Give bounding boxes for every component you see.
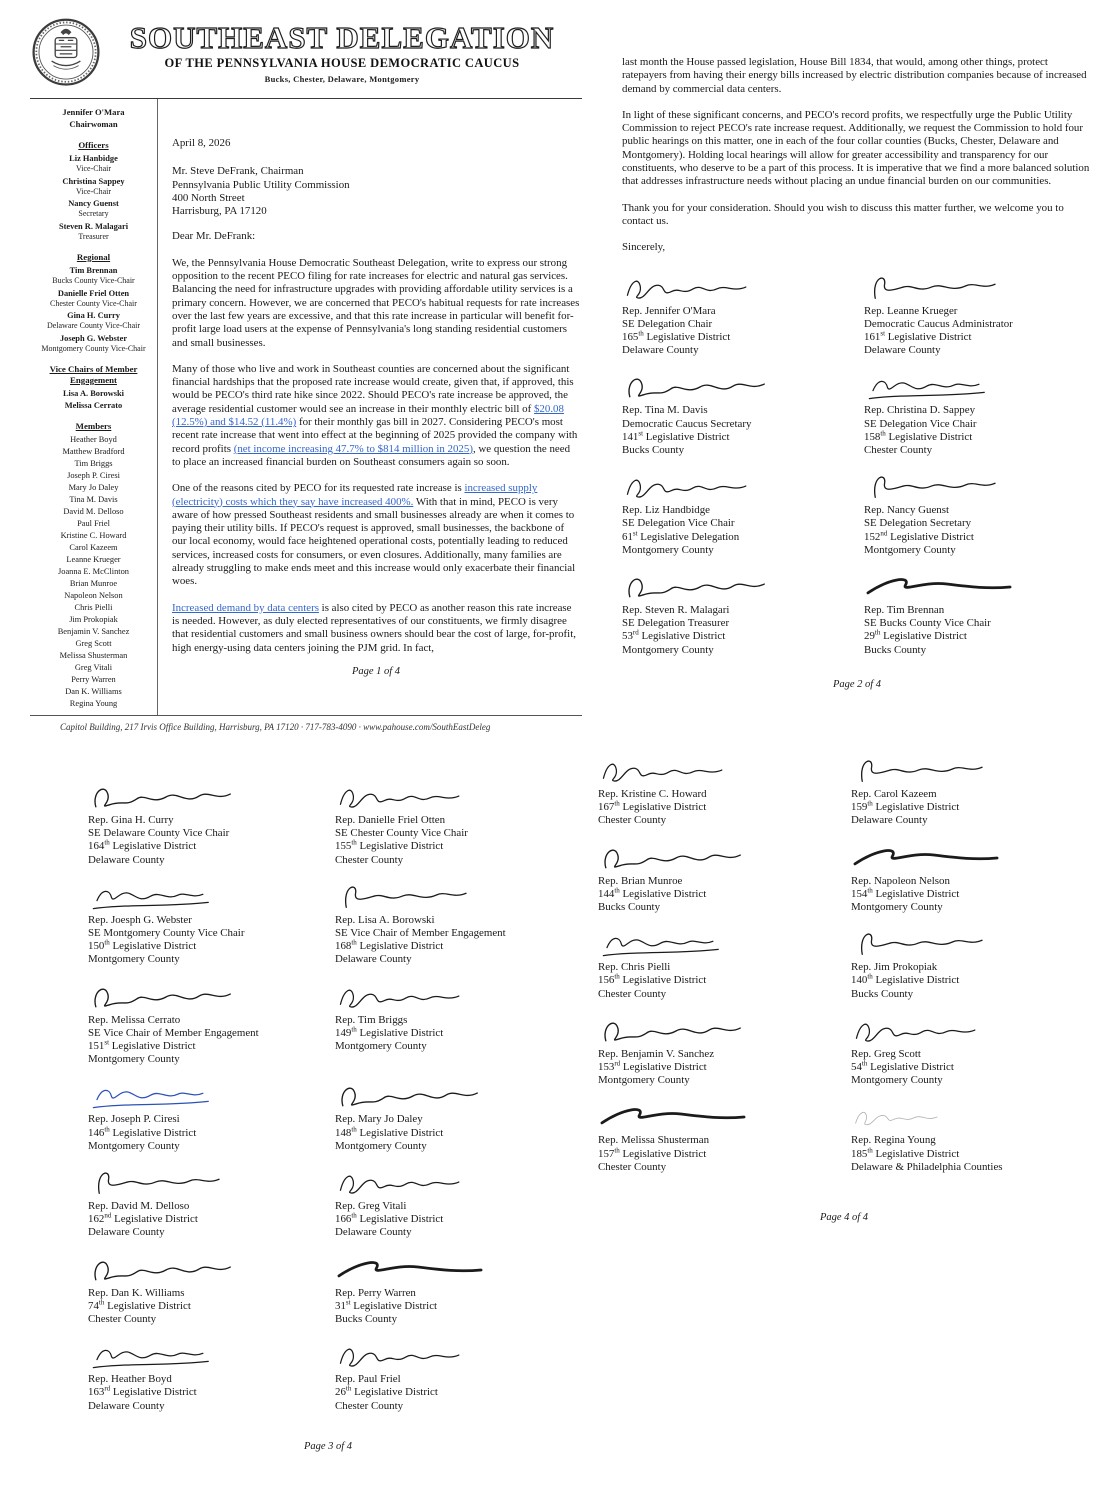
page-marker: Page 4 of 4	[819, 1212, 869, 1224]
signer-name: Rep. Perry Warren	[335, 1286, 416, 1299]
letter-page-4	[598, 752, 1090, 1224]
letter-page-2	[622, 56, 1092, 691]
signer-details	[88, 827, 321, 867]
sidebar-member: Tina M. Davis	[69, 495, 118, 504]
signer-name: Rep. Greg Vitali	[335, 1200, 407, 1213]
page-marker: Page 1 of 4	[351, 665, 401, 677]
signature-image	[335, 1251, 568, 1287]
sidebar-member: Tim Briggs	[74, 459, 113, 468]
letterhead	[30, 16, 582, 99]
address-line: Mr. Steve DeFrank, Chairman	[172, 165, 304, 178]
signer-details	[598, 888, 837, 914]
signer-details	[598, 801, 837, 827]
sidebar-member: Regina Young	[69, 699, 118, 708]
signature-image	[598, 839, 837, 875]
signer-detail-line: Montgomery County	[851, 901, 943, 914]
signer-name: Rep. Paul Friel	[335, 1373, 401, 1386]
signer-detail-line: 144th Legislative District	[598, 886, 707, 900]
signature-image	[598, 925, 837, 961]
signer-name: Rep. Dan K. Williams	[88, 1286, 185, 1299]
signer-block	[851, 839, 1090, 915]
signature-image	[864, 468, 1092, 504]
signer-detail-line: Delaware County	[88, 853, 165, 866]
signer-details	[335, 927, 568, 967]
signer-detail-line: Delaware County	[851, 814, 928, 827]
signer-detail-line: 157th Legislative District	[598, 1146, 707, 1160]
signer-details	[88, 1127, 321, 1153]
recipient-address	[172, 165, 580, 218]
signer-detail-line: Chester County	[335, 1399, 404, 1412]
inline-link[interactable]: increased supply (electricity) costs which they say have increased 400%.	[172, 482, 538, 508]
signer-name: Rep. Joesph G. Webster	[88, 913, 192, 926]
signer-detail-line: 53rd Legislative District	[622, 628, 726, 643]
inline-link[interactable]: Increased demand by data centers	[172, 601, 319, 614]
signature-image	[851, 839, 1090, 875]
signer-detail-line: 156th Legislative District	[598, 972, 707, 987]
signer-name: Rep. Carol Kazeem	[851, 788, 937, 800]
signer-detail-line: SE Bucks County Vice Chair	[864, 617, 991, 630]
signer-details	[88, 927, 321, 967]
sidebar-member: Tim Brennan Bucks County Vice-Chair	[52, 266, 135, 285]
sidebar-chair-title: Chairwoman	[69, 118, 118, 129]
pa-house-seal-icon	[30, 16, 102, 90]
signer-detail-line: 159th Legislative District	[851, 799, 960, 814]
sidebar-section-entries	[30, 434, 157, 709]
letter-paragraph: Increased demand by data centers is also cited by PECO as another reason this rate increase is needed. However, as duly elected representatives of our constituents, we firmly disagree that residential customers and small business owners should bear the cost of large, for-profit, high energy-using data centers joining the PJM grid. In fact,	[172, 601, 576, 654]
letter-body	[158, 99, 582, 715]
page-marker: Page 2 of 4	[832, 678, 882, 690]
signer-details	[88, 1386, 321, 1412]
signer-detail-line: 185th Legislative District	[851, 1146, 960, 1160]
sidebar-section-entries	[30, 265, 157, 354]
signer-block	[335, 778, 568, 867]
signer-block	[851, 925, 1090, 1001]
sidebar-member: Jim Prokopiak	[69, 615, 118, 624]
signer-detail-line: SE Chester County Vice Chair	[335, 827, 468, 840]
signer-details	[864, 517, 1092, 557]
signer-detail-line: Delaware County	[864, 344, 941, 357]
signer-detail-line: 148th Legislative District	[335, 1125, 444, 1139]
signer-detail-line: SE Montgomery County Vice Chair	[88, 927, 245, 940]
signer-detail-line: SE Vice Chair of Member Engagement	[335, 927, 506, 940]
letter-date: April 8, 2026	[172, 137, 231, 149]
signer-details	[335, 1127, 568, 1153]
signer-block	[335, 978, 568, 1067]
signer-block	[335, 1164, 568, 1240]
letterhead-counties: Bucks, Chester, Delaware, Montgomery	[264, 74, 420, 84]
signer-block	[622, 368, 850, 457]
sidebar-section	[30, 140, 157, 242]
address-line: 400 North Street	[172, 191, 245, 204]
signer-block	[88, 1164, 321, 1240]
signer-detail-line: Montgomery County	[335, 1040, 427, 1053]
signer-name: Rep. David M. Delloso	[88, 1200, 190, 1213]
sidebar-member: Melissa Shusterman	[59, 651, 128, 660]
signer-detail-line: 31st Legislative District	[335, 1298, 438, 1312]
signer-details	[335, 1027, 568, 1053]
signature-image	[335, 1337, 568, 1373]
letter-paragraph: Many of those who live and work in Southeast counties are concerned about the significant financial hardships that the proposed rate increase would create, given that, if approved, this would be PECO's third rate hike since 2022. Should PECO's rate increase be approved, the average residential customer would see an increase in their monthly electric bill of $20.08 (12.5%) and $14.52 (11.4%) for their monthly gas bill in 2027. Considering PECO's most recent rate increase that went into effect at the beginning of 2025 provided the company with record profits (net income increasing 47.7% to $814 million in 2025), we question the need to place an increased financial burden on Southeast consumers again so soon.	[172, 362, 578, 468]
signer-name: Rep. Regina Young	[851, 1134, 936, 1147]
signer-detail-line: 151st Legislative District	[88, 1038, 196, 1053]
signer-detail-line: SE Vice Chair of Member Engagement	[88, 1026, 259, 1039]
signer-details	[864, 418, 1092, 458]
signer-detail-line: Montgomery County	[864, 543, 956, 556]
signature-image	[88, 978, 321, 1014]
signer-details	[88, 1213, 321, 1239]
signature-image	[864, 368, 1092, 404]
signature-image	[335, 778, 568, 814]
sidebar-chair-name: Jennifer O'Mara	[62, 107, 125, 117]
signer-block	[851, 752, 1090, 828]
signer-name: Rep. Jim Prokopiak	[851, 961, 938, 974]
inline-link[interactable]: $20.08 (12.5%) and $14.52 (11.4%)	[172, 402, 564, 429]
signer-detail-line: 29th Legislative District	[864, 628, 967, 643]
signer-details	[622, 318, 850, 358]
signer-block	[88, 1077, 321, 1153]
sidebar-member: Dan K. Williams	[65, 687, 122, 696]
sidebar-member: Liz Hanbidge Vice-Chair	[69, 154, 118, 173]
signer-detail-line: Montgomery County	[88, 1139, 180, 1152]
signer-block	[88, 878, 321, 967]
sidebar-member: Joseph G. Webster Montgomery County Vice-Chair	[41, 333, 146, 353]
sidebar-member: Danielle Friel Otten Chester County Vice-Chair	[50, 288, 137, 308]
signer-name: Rep. Liz Handbidge	[622, 504, 711, 517]
signer-name: Rep. Danielle Friel Otten	[335, 814, 446, 826]
signature-image	[864, 269, 1092, 305]
sidebar-member: Greg Scott	[75, 639, 112, 648]
signature-image	[622, 568, 850, 604]
signer-details	[335, 1300, 568, 1326]
signature-image	[622, 368, 850, 404]
sidebar-section	[30, 252, 157, 354]
sidebar-member: David M. Delloso	[63, 507, 124, 516]
signer-detail-line: Chester County	[598, 814, 667, 827]
sidebar-member: Napoleon Nelson	[64, 591, 123, 600]
signer-detail-line: 166th Legislative District	[335, 1211, 444, 1226]
signature-image	[598, 1098, 837, 1134]
inline-link[interactable]: (net income increasing 47.7% to $814 million in 2025)	[233, 442, 473, 455]
signature-image	[88, 1337, 321, 1373]
signer-details	[88, 1300, 321, 1326]
signature-image	[851, 752, 1090, 788]
signer-detail-line: 61st Legislative Delegation	[622, 528, 740, 543]
sidebar-member: Mary Jo Daley	[68, 483, 119, 492]
signer-detail-line: Delaware County	[88, 1399, 165, 1412]
signer-name: Rep. Lisa A. Borowski	[335, 913, 435, 926]
signer-name: Rep. Nancy Guenst	[864, 504, 949, 517]
letter-paragraphs	[172, 257, 580, 655]
signer-detail-line: Bucks County	[598, 901, 661, 914]
signer-details	[864, 318, 1092, 358]
signer-block	[851, 1098, 1090, 1174]
letter-paragraph: last month the House passed legislation, House Bill 1834, that would, among other things, protect ratepayers from having their energy bills increased by electric distribution companies because of increased demand by commercial data centers.	[622, 56, 1087, 95]
signer-detail-line: SE Delaware County Vice Chair	[88, 827, 230, 840]
signer-block	[88, 978, 321, 1067]
signer-name: Rep. Mary Jo Daley	[335, 1113, 423, 1126]
sidebar-member: Lisa A. Borowski	[62, 389, 125, 398]
signer-detail-line: 26th Legislative District	[335, 1384, 438, 1399]
signer-detail-line: 140th Legislative District	[851, 972, 960, 987]
signer-detail-line: 54th Legislative District	[851, 1059, 954, 1074]
sidebar-member: Greg Vitali	[74, 663, 113, 672]
signer-name: Rep. Brian Munroe	[598, 874, 683, 887]
letterhead-footer: Capitol Building, 217 Irvis Office Building, Harrisburg, PA 17120 · 717-783-4090 · www.pahouse.com/SouthEastDeleg	[30, 715, 582, 732]
signer-block	[598, 1098, 837, 1174]
signer-detail-line: 155th Legislative District	[335, 838, 444, 853]
signer-detail-line: 164th Legislative District	[88, 838, 197, 853]
sidebar-member: Heather Boyd	[70, 435, 117, 444]
signer-detail-line: Chester County	[598, 987, 667, 1000]
sidebar-member: Gina H. Curry Delaware County Vice-Chair	[46, 311, 141, 330]
signer-details	[88, 1027, 321, 1067]
signer-detail-line: 167th Legislative District	[598, 799, 707, 814]
signer-block	[598, 752, 837, 828]
signer-detail-line: Delaware County	[622, 344, 699, 357]
signer-detail-line: Democratic Caucus Secretary	[622, 417, 752, 430]
sidebar-member: Perry Warren	[71, 675, 116, 684]
signer-detail-line: Montgomery County	[622, 543, 714, 556]
sidebar-member: Matthew Bradford	[62, 447, 125, 456]
sidebar-member: Paul Friel	[77, 519, 110, 528]
signer-name: Rep. Tina M. Davis	[622, 404, 708, 417]
signer-details	[598, 974, 837, 1000]
sidebar-section-heading: Members	[75, 421, 112, 431]
letter-closing: Sincerely,	[622, 241, 666, 254]
signer-detail-line: 161st Legislative District	[864, 329, 972, 343]
signer-detail-line: SE Delegation Treasurer	[622, 617, 730, 630]
signer-details	[622, 517, 850, 557]
signer-block	[622, 568, 850, 657]
signer-block	[622, 269, 850, 358]
signature-image	[88, 1077, 321, 1113]
signature-image	[88, 878, 321, 914]
signature-image	[851, 1012, 1090, 1048]
signer-block	[864, 468, 1092, 557]
signer-details	[622, 617, 850, 657]
signer-name: Rep. Leanne Krueger	[864, 304, 958, 317]
signature-grid	[88, 778, 568, 1424]
signer-name: Rep. Tim Brennan	[864, 604, 945, 616]
signer-details	[622, 418, 850, 458]
sidebar-member: Brian Munroe	[69, 579, 118, 588]
signature-image	[335, 878, 568, 914]
sidebar-section-heading: Regional	[76, 252, 111, 262]
signer-detail-line: 146th Legislative District	[88, 1125, 197, 1139]
sidebar-member: Kristine C. Howard	[60, 531, 127, 540]
sidebar-section-entries	[30, 153, 157, 242]
signer-detail-line: Democratic Caucus Administrator	[864, 317, 1013, 330]
signer-block	[335, 878, 568, 967]
signer-detail-line: 154th Legislative District	[851, 886, 960, 900]
sidebar-member: Christina Sappey Vice-Chair	[62, 176, 125, 196]
signer-detail-line: Bucks County	[622, 443, 685, 456]
sidebar-member: Nancy Guenst Secretary	[68, 199, 119, 218]
signer-detail-line: Montgomery County	[88, 953, 180, 966]
signer-detail-line: Delaware County	[335, 953, 412, 966]
sidebar-section	[30, 364, 157, 411]
signer-block	[88, 778, 321, 867]
address-line: Harrisburg, PA 17120	[172, 205, 267, 218]
signer-block	[598, 839, 837, 915]
officers-sidebar	[30, 99, 158, 715]
signer-details	[335, 827, 568, 867]
signer-name: Rep. Joseph P. Ciresi	[88, 1113, 180, 1126]
letter-page-3	[88, 778, 568, 1453]
signature-image	[598, 1012, 837, 1048]
signer-block	[88, 1337, 321, 1413]
signer-detail-line: 162nd Legislative District	[88, 1211, 198, 1226]
signature-image	[851, 925, 1090, 961]
signer-details	[335, 1213, 568, 1239]
sidebar-section-heading: Vice Chairs of Member Engagement	[49, 364, 138, 385]
signature-image	[335, 1077, 568, 1113]
signer-name: Rep. Christina D. Sappey	[864, 404, 976, 417]
signer-name: Rep. Kristine C. Howard	[598, 788, 707, 800]
signer-detail-line: 141st Legislative District	[622, 429, 730, 443]
signer-details	[598, 1148, 837, 1174]
sidebar-member: Leanne Krueger	[66, 555, 121, 564]
signature-grid	[622, 269, 1092, 668]
signer-name: Rep. Steven R. Malagari	[622, 604, 730, 616]
letter-paragraph: We, the Pennsylvania House Democratic Southeast Delegation, write to express our strong opposition to the recent PECO filing for rate increases for electric and natural gas services. Balancing the need for infrastructure upgrades with providing affordable utility services is a primary concern. However, we are concerned that PECO's habitual requests for rate increases over the last few years are excessive, and that this rate increase in particular will benefit for-profit large load users at the expense of Pennsylvania's long standing residential customers and small businesses.	[172, 256, 580, 349]
signer-details	[851, 974, 1090, 1000]
signer-detail-line: Montgomery County	[622, 643, 714, 656]
signer-detail-line: 152nd Legislative District	[864, 528, 974, 543]
signer-detail-line: Chester County	[335, 853, 404, 866]
signer-detail-line: 150th Legislative District	[88, 938, 197, 953]
signature-image	[88, 1251, 321, 1287]
signer-block	[864, 269, 1092, 358]
letter-paragraph: In light of these significant concerns, and PECO's record profits, we respectfully urge the Public Utility Commission to reject PECO's rate increase request. Additionally, we request the Commission to hold four public hearings on this matter, one in each of the four collar counties (Bucks, Chester, Delaware and Montgomery). Holding local hearings will allow for greater accessibility and transparency for our constituents, who deserve to be a part of this process. It is imperative that we find a more balanced solution that addresses infrastructure needs without placing an undue financial burden on our communities.	[622, 108, 1090, 188]
signer-detail-line: 158th Legislative District	[864, 429, 973, 443]
signer-name: Rep. Tim Briggs	[335, 1013, 408, 1026]
signature-image	[335, 1164, 568, 1200]
signer-detail-line: Chester County	[598, 1160, 667, 1173]
signer-name: Rep. Melissa Cerrato	[88, 1013, 181, 1026]
signer-detail-line: Bucks County	[864, 643, 927, 656]
letter-page-1	[30, 16, 582, 732]
sidebar-section-heading: Officers	[78, 140, 109, 150]
signer-name: Rep. Benjamin V. Sanchez	[598, 1047, 715, 1060]
signer-block	[598, 925, 837, 1001]
signer-details	[598, 1061, 837, 1087]
sidebar-member: Chris Pielli	[74, 603, 113, 612]
signer-name: Rep. Chris Pielli	[598, 961, 671, 974]
signature-image	[622, 468, 850, 504]
sidebar-member: Joseph P. Ciresi	[67, 471, 120, 480]
signer-name: Rep. Napoleon Nelson	[851, 874, 950, 887]
sidebar-section	[30, 421, 157, 709]
signer-block	[851, 1012, 1090, 1088]
signer-detail-line: Delaware County	[335, 1226, 412, 1239]
signer-detail-line: 149th Legislative District	[335, 1025, 444, 1039]
signer-name: Rep. Melissa Shusterman	[598, 1134, 710, 1147]
letter-paragraph: Thank you for your consideration. Should you wish to discuss this matter further, we welcome you to contact us.	[622, 201, 1064, 227]
signer-detail-line: Montgomery County	[598, 1074, 690, 1087]
signer-detail-line: Bucks County	[335, 1313, 398, 1326]
signer-name: Rep. Heather Boyd	[88, 1373, 172, 1386]
signer-detail-line: SE Delegation Vice Chair	[622, 517, 735, 530]
signer-detail-line: SE Delegation Vice Chair	[864, 417, 977, 430]
signer-block	[335, 1337, 568, 1413]
signer-block	[864, 368, 1092, 457]
sidebar-section-entries	[30, 388, 157, 411]
address-line: Pennsylvania Public Utility Commission	[172, 178, 350, 191]
signer-detail-line: Delaware County	[88, 1226, 165, 1239]
sidebar-member: Steven R. Malagari Treasurer	[58, 221, 129, 241]
signer-detail-line: 153rd Legislative District	[598, 1059, 707, 1074]
signature-image	[88, 1164, 321, 1200]
signature-grid	[598, 752, 1090, 1185]
signer-details	[851, 888, 1090, 914]
page-marker: Page 3 of 4	[303, 1440, 353, 1452]
sidebar-member: Carol Kazeem	[69, 543, 118, 552]
salutation: Dear Mr. DeFrank:	[172, 230, 256, 243]
signature-image	[622, 269, 850, 305]
sidebar-member: Melissa Cerrato	[64, 401, 123, 410]
signer-name: Rep. Gina H. Curry	[88, 814, 174, 826]
signer-details	[851, 801, 1090, 827]
signer-block	[88, 1251, 321, 1327]
signer-details	[851, 1061, 1090, 1087]
signer-detail-line: 74th Legislative District	[88, 1298, 191, 1312]
signer-detail-line: Bucks County	[851, 987, 914, 1000]
letterhead-title: SOUTHEAST DELEGATION	[129, 20, 555, 55]
signer-details	[851, 1148, 1090, 1174]
signer-detail-line: Montgomery County	[335, 1139, 427, 1152]
signer-block	[335, 1077, 568, 1153]
signer-detail-line: Montgomery County	[88, 1053, 180, 1066]
signer-details	[864, 617, 1092, 657]
signer-detail-line: SE Delegation Chair	[622, 317, 713, 330]
signer-block	[598, 1012, 837, 1088]
signer-block	[864, 568, 1092, 657]
signer-name: Rep. Greg Scott	[851, 1047, 921, 1060]
letter-paragraph: One of the reasons cited by PECO for its requested rate increase is increased supply (electricity) costs which they say have increased 400%. With that in mind, PECO is very aware of how pressed Southeast residents and small businesses already are when it comes to paying their utility bills. If PECO's request is approved, small businesses, the backbone of our local economy, would face heightened operational costs, potentially leading to reduced services, increased costs for consumers, or even closures. Additionally, many families are already struggling to make ends meet and this increase would only exacerbate their financial woes.	[172, 482, 576, 588]
signer-name: Rep. Jennifer O'Mara	[622, 304, 716, 317]
signature-image	[335, 978, 568, 1014]
signer-block	[622, 468, 850, 557]
signer-detail-line: Montgomery County	[851, 1074, 943, 1087]
signer-detail-line: 168th Legislative District	[335, 938, 444, 953]
signer-detail-line: Delaware & Philadelphia Counties	[851, 1160, 1003, 1173]
signer-detail-line: 163rd Legislative District	[88, 1384, 197, 1399]
sidebar-member: Joanna E. McClinton	[58, 567, 129, 576]
signer-block	[335, 1251, 568, 1327]
signer-detail-line: Chester County	[864, 443, 933, 456]
signature-image	[851, 1098, 1090, 1134]
signature-image	[864, 568, 1092, 604]
signer-details	[335, 1386, 568, 1412]
signer-detail-line: SE Delegation Secretary	[864, 517, 972, 530]
sidebar-member: Benjamin V. Sanchez	[57, 627, 130, 636]
letterhead-subtitle: OF THE PENNSYLVANIA HOUSE DEMOCRATIC CAUCUS	[164, 56, 520, 70]
signature-image	[88, 778, 321, 814]
signer-detail-line: 165th Legislative District	[622, 329, 731, 343]
signer-detail-line: Chester County	[88, 1313, 157, 1326]
signature-image	[598, 752, 837, 788]
sidebar-sections	[30, 140, 157, 709]
